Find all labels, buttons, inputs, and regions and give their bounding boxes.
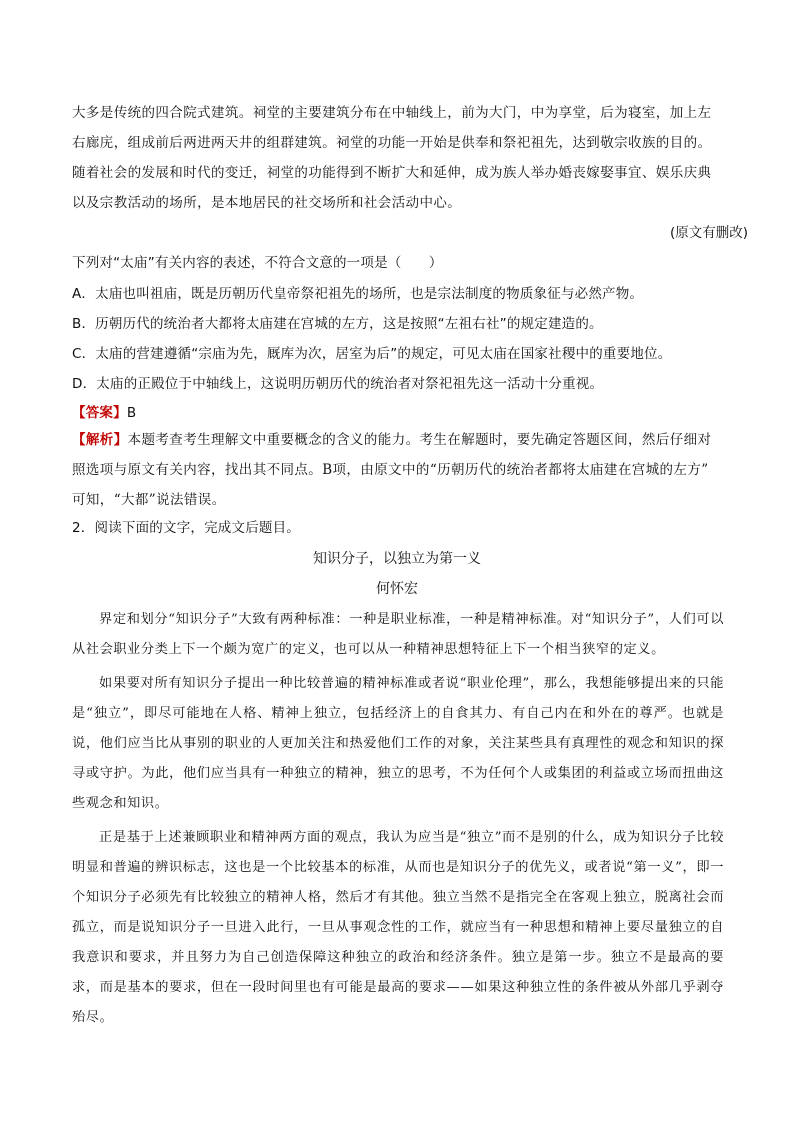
question-stem: 下列对“太庙”有关内容的表述，不符合文意的一项是（ ） (72, 255, 443, 271)
analysis-text: 本题考查考生理解文中重要概念的含义的能力。考生在解题时，要先确定答题区间，然后仔细对 (127, 432, 712, 448)
option-a: A．太庙也叫祖庙，既是历朝历代皇帝祭祀祖先的场所，也是宗法制度的物质象征与必然产物。 (72, 286, 644, 302)
article-title: 知识分子，以独立为第一义 (313, 551, 481, 567)
analysis-line (72, 428, 711, 448)
passage-line: 以及宗教活动的场所，是本地居民的社交场所和社会活动中心。 (72, 195, 462, 211)
passage-line: 随着社会的发展和时代的变迁，祠堂的功能得到不断扩大和延伸，成为族人举办婚丧嫁娶事宜、娱乐庆典 (72, 165, 712, 181)
source-note: (原文有删改) (669, 225, 748, 241)
passage-line: 右廊庑，组成前后两进两天井的组群建筑。祠堂的功能一开始是供奉和祭祀祖先，达到敬宗收族的目的。 (72, 135, 712, 151)
answer-label: 【答案】 (72, 405, 127, 421)
passage-line: 大多是传统的四合院式建筑。祠堂的主要建筑分布在中轴线上，前为大门，中为享堂，后为寝室，加上左 (72, 105, 712, 121)
option-c: C．太庙的营建遵循“宗庙为先，厩库为次，居室为后”的规定，可见太庙在国家社稷中的重要地位。 (72, 346, 672, 362)
article-paragraph-2: 如果要对所有知识分子提出一种比较普遍的精神标准或者说“职业伦理”，那么，我想能够提出来的只能是“独立”，即尽可能地在人格、精神上独立，包括经济上的自食其力、有自己内在和外在的尊严。也就是说，他们应当比从事别的职业的人更加关注和热爱他们工作的对象，关注某些具有真理性的观念和知识的探寻或守护。为此，他们应当具有一种独立的精神，独立的思考，不为任何个人或集团的利益或立场而扭曲这些观念和知识。 (72, 676, 724, 811)
option-b: B．历朝历代的统治者大都将太庙建在宫城的左方，这是按照“左祖右社”的规定建造的。 (72, 316, 603, 332)
article-paragraph-3: 正是基于上述兼顾职业和精神两方面的观点，我认为应当是“独立”而不是别的什么，成为知识分子比较明显和普遍的辨识标志，这也是一个比较基本的标准，从而也是知识分子的优先义，或者说“第一义”，即一个知识分子必须先有比较独立的精神人格，然后才有其他。独立当然不是指完全在客观上独立，脱离社会而孤立，而是说知识分子一旦进入此行，一旦从事观念性的工作，就应当有一种思想和精神上要尽量独立的自我意识和要求，并且努力为自己创造保障这种独立的政治和经济条件。独立是第一步。独立不是最高的要求，而是基本的要求，但在一段时间里也有可能是最高的要求——如果这种独立性的条件被从外部几乎剥夺殆尽。 (72, 830, 724, 1025)
question2-instruction: 2．阅读下面的文字，完成文后题目。 (72, 520, 300, 536)
article-paragraph-1: 界定和划分“知识分子”大致有两种标准：一种是职业标准，一种是精神标准。对“知识分子”，人们可以从社会职业分类上下一个颇为宽广的定义，也可以从一种精神思想特征上下一个相当狭窄的定义。 (72, 612, 724, 657)
answer-line (72, 401, 136, 421)
option-d: D．太庙的正殿位于中轴线上，这说明历朝历代的统治者对祭祀祖先这一活动十分重视。 (72, 376, 604, 392)
answer-value: B (126, 405, 137, 421)
article-author: 何怀宏 (376, 581, 418, 597)
analysis-label: 【解析】 (72, 432, 128, 448)
analysis-line: 可知，“大都”说法错误。 (72, 492, 226, 508)
analysis-line: 照选项与原文有关内容，找出其不同点。B项，由原文中的“历朝历代的统治者都将太庙建在宫城的左方” (72, 462, 709, 478)
